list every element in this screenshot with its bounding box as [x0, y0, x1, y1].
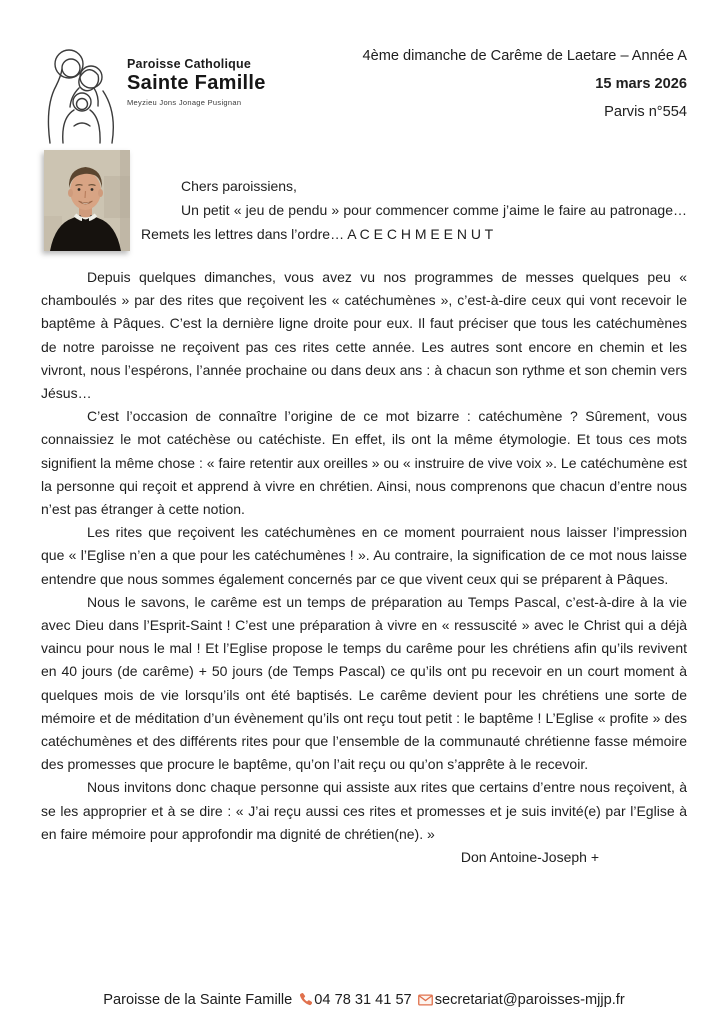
logo-line-2: Sainte Famille	[127, 72, 266, 94]
email-address: secretariat@paroisses-mjjp.fr	[434, 992, 625, 1008]
envelope-icon	[418, 994, 433, 1010]
header	[41, 44, 687, 149]
logo-line-3: Meyzieu Jons Jonage Pusignan	[127, 98, 242, 107]
liturgical-title: 4ème dimanche de Carême de Laetare – Année A	[362, 48, 687, 64]
parish-logo	[41, 44, 266, 149]
phone-icon	[298, 994, 312, 1010]
greeting-paragraph: Un petit « jeu de pendu » pour commencer comme j’aime le faire au patronage… Remets les lettres dans l’ordre… A C E C H M E E N U T	[141, 201, 687, 242]
letter-body	[41, 266, 687, 869]
salutation: Chers paroissiens,	[181, 178, 297, 194]
footer-contact	[0, 992, 728, 1010]
greeting-section	[44, 150, 687, 251]
priest-photo	[44, 150, 130, 251]
phone-number: 04 78 31 41 57	[314, 992, 412, 1008]
issue-date: 15 mars 2026	[595, 76, 687, 92]
signature: Don Antoine-Joseph +	[460, 849, 599, 866]
paragraph-2: C’est l’occasion de connaître l’origine de ce mot bizarre : catéchumène ? Sûrement, vous connaissiez le mot catéchèse ou catéchiste. En effet, ils ont la même étymologie. Et tous ces mots signifient la même chose : « faire retentir aux oreilles » ou « instruire de vive voix ». Le catéchumène est la personne qui reçoit et apprend à vivre en chrétien. Ainsi, nous comprenons que chacun d’entre nous n’est pas étranger à cette notion.	[41, 408, 687, 518]
paragraph-1: Depuis quelques dimanches, vous avez vu nos programmes de messes quelques peu « chamboulés » par des rites que reçoivent les « catéchumènes », c’est-à-dire ceux qui vont recevoir le baptême à Pâques. C’est la dernière ligne droite pour eux. Il faut préciser que tous les catéchumènes de notre paroisse ne reçoivent pas ces rites cette année. Les autres sont encore en chemin et les vivront, nous l’espérons, l’année prochaine ou dans deux ans : à chacun son rythme et son chemin vers Jésus…	[41, 269, 687, 402]
paragraph-5: Nous invitons donc chaque personne qui assiste aux rites que certains d’entre nous reçoivent, à se les approprier et à se dire : « J’ai reçu aussi ces rites et promesses et je suis invité(e) par l’Eglise à en faire mémoire pour approfondir ma dignité de chrétien(ne). »	[41, 779, 687, 842]
parish-name: Paroisse de la Sainte Famille	[103, 992, 293, 1008]
paragraph-4: Nous le savons, le carême est un temps de préparation au Temps Pascal, c’est-à-dire à la vie avec Dieu dans l’Esprit-Saint ! C’est une préparation à vivre en « ressuscité » avec le Christ qui a déjà vaincu pour nous le mal ! Et l’Eglise propose le temps du carême pour les chrétiens afin qu’ils revivent en 40 jours (de carême) + 50 jours (de Temps Pascal) ce qu’ils ont pu recevoir en un court moment à quelques mois de vie lorsqu’ils ont été baptisés. Le carême devient pour les chrétiens une sorte de mémoire et de méditation d’un évènement qu’ils ont reçu tout petit : le baptême ! L’Eglise « profite » des catéchumènes et des différents rites pour que l’ensemble de la communauté chrétienne fasse mémoire des promesses que procure le baptême, qu’on l’ait reçu ou qu’on s’apprête à le recevoir.	[41, 593, 687, 773]
paragraph-3: Les rites que reçoivent les catéchumènes en ce moment pourraient nous laisser l’impression que « l’Eglise n’en a que pour les catéchumènes ! ». Au contraire, la signification de ce mot nous laisse entendre que nous sommes également concernés par ce que vivent ceux qui se préparent à Pâques.	[41, 524, 687, 587]
header-meta	[362, 44, 687, 149]
holy-family-logo-icon	[41, 44, 125, 149]
greeting-text	[141, 150, 687, 251]
logo-line-1: Paroisse Catholique	[127, 57, 251, 71]
issue-number: Parvis n°554	[604, 104, 687, 120]
logo-text	[127, 44, 266, 108]
